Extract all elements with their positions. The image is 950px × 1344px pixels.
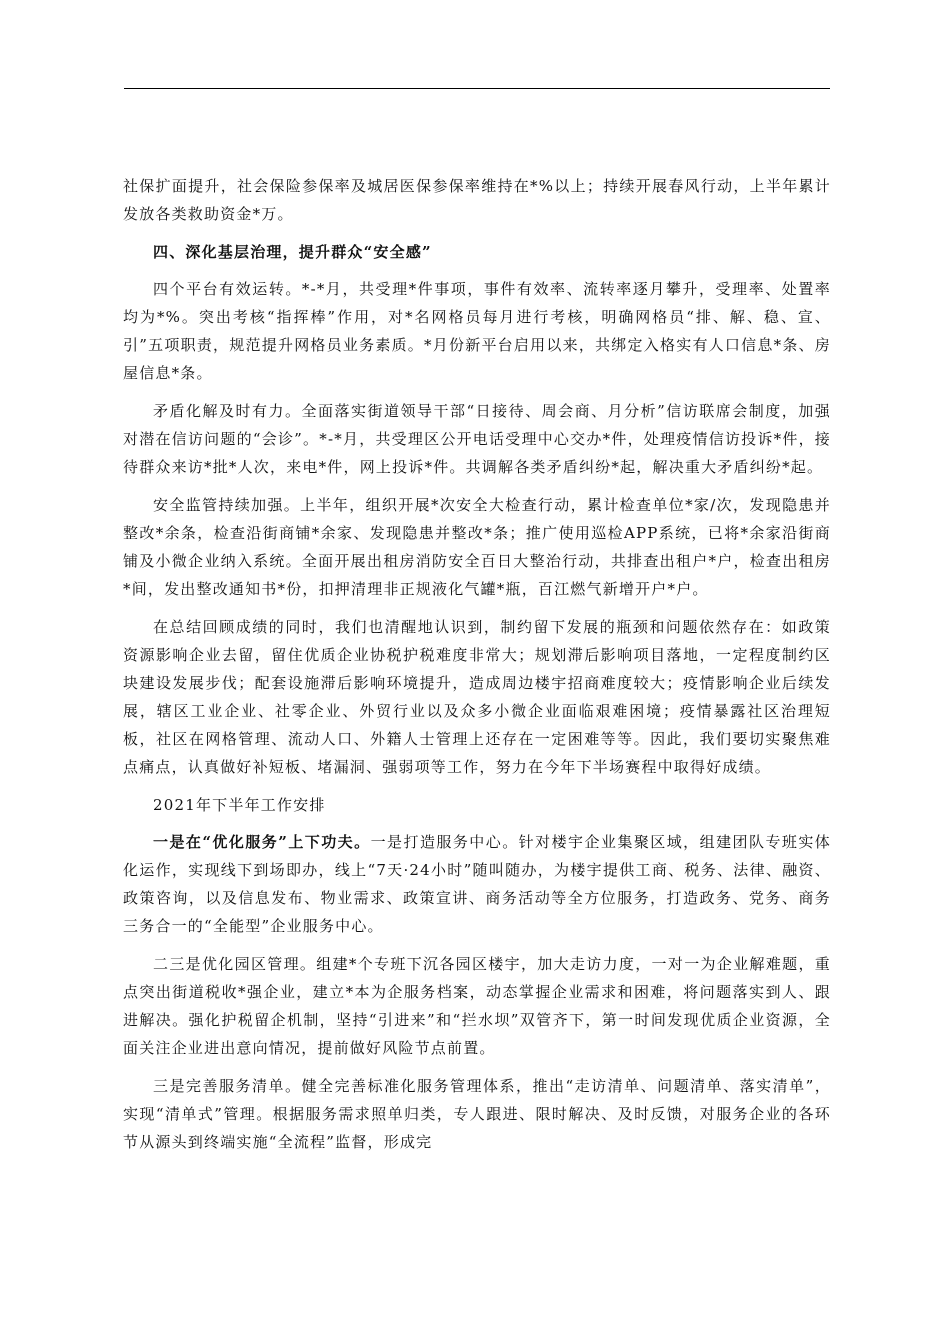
paragraph-body-text: 一是打造服务中心。针对楼宇企业集聚区域，组建团队专班实体化运作，实现线下到场即办，线上“7天·24小时”随叫随办，为楼宇提供工商、税务、法律、融资、政策咨询，以及信息发布、物业需求、政策宣讲、商务活动等全方位服务，打造政务、党务、商务三务合一的“全能型”企业服务中心。: [123, 833, 831, 935]
paragraph-conflict-resolution: 矛盾化解及时有力。全面落实街道领导干部“日接待、周会商、月分析”信访联席会制度，加强对潜在信访问题的“会诊”。*-*月，共受理区公开电话受理中心交办*件，处理疫情信访投诉*件，接待群众来访*批*人次，来电*件，网上投诉*件。共调解各类矛盾纠纷*起，解决重大矛盾纠纷*起。: [123, 402, 831, 476]
section-heading-work-plan: 2021年下半年工作安排: [153, 796, 326, 814]
document-body: [123, 172, 831, 1166]
paragraph-four-platforms: 四个平台有效运转。*-*月，共受理*件事项，事件有效率、流转率逐月攀升，受理率、处置率均为*%。突出考核“指挥棒”作用，对*名网格员每月进行考核，明确网格员“排、解、稳、宣、引”五项职责，规范提升网格员业务素质。*月份新平台启用以来，共绑定入格实有人口信息*条、房屋信息*条。: [123, 280, 831, 382]
paragraph-lead-text: 一是在“优化服务”上下功夫。: [153, 833, 371, 851]
paragraph-service-list: 三是完善服务清单。健全完善标准化服务管理体系，推出“走访清单、问题清单、落实清单”，实现“清单式”管理。根据服务需求照单归类，专人跟进、限时解决、及时反馈，对服务企业的各环节从源头到终端实施“全流程”监督，形成完: [123, 1077, 831, 1151]
paragraph-optimize-service: [123, 828, 831, 940]
paragraph-park-management: 二三是优化园区管理。组建*个专班下沉各园区楼宇，加大走访力度，一对一为企业解难题，重点突出街道税收*强企业，建立*本为企服务档案，动态掌握企业需求和困难，将问题落实到人、跟进解决。强化护税留企机制，坚持“引进来”和“拦水坝”双管齐下，第一时间发现优质企业资源，全面关注企业进出意向情况，提前做好风险节点前置。: [123, 955, 831, 1057]
section-heading-grassroots-governance: 四、深化基层治理，提升群众“安全感”: [153, 243, 432, 261]
paragraph-problems-summary: 在总结回顾成绩的同时，我们也清醒地认识到，制约留下发展的瓶颈和问题依然存在：如政策资源影响企业去留，留住优质企业协税护税难度非常大；规划滞后影响项目落地，一定程度制约区块建设发展步伐；配套设施滞后影响环境提升，造成周边楼宇招商难度较大；疫情影响企业后续发展，辖区工业企业、社零企业、外贸行业以及众多小微企业面临艰难困境；疫情暴露社区治理短板，社区在网格管理、流动人口、外籍人士管理上还存在一定困难等等。因此，我们要切实聚焦难点痛点，认真做好补短板、堵漏洞、强弱项等工作，努力在今年下半场赛程中取得好成绩。: [123, 618, 831, 776]
paragraph-social-security: 社保扩面提升，社会保险参保率及城居医保参保率维持在*%以上；持续开展春风行动，上半年累计发放各类救助资金*万。: [123, 177, 831, 223]
paragraph-safety-supervision: 安全监管持续加强。上半年，组织开展*次安全大检查行动，累计检查单位*家/次，发现隐患并整改*余条，检查沿街商铺*余家、发现隐患并整改*条；推广使用巡检APP系统，已将*余家沿街商铺及小微企业纳入系统。全面开展出租房消防安全百日大整治行动，共排查出租户*户，检查出租房*间，发出整改通知书*份，扣押清理非正规液化气罐*瓶，百江燃气新增开户*户。: [123, 496, 831, 598]
header-rule: [124, 88, 830, 89]
